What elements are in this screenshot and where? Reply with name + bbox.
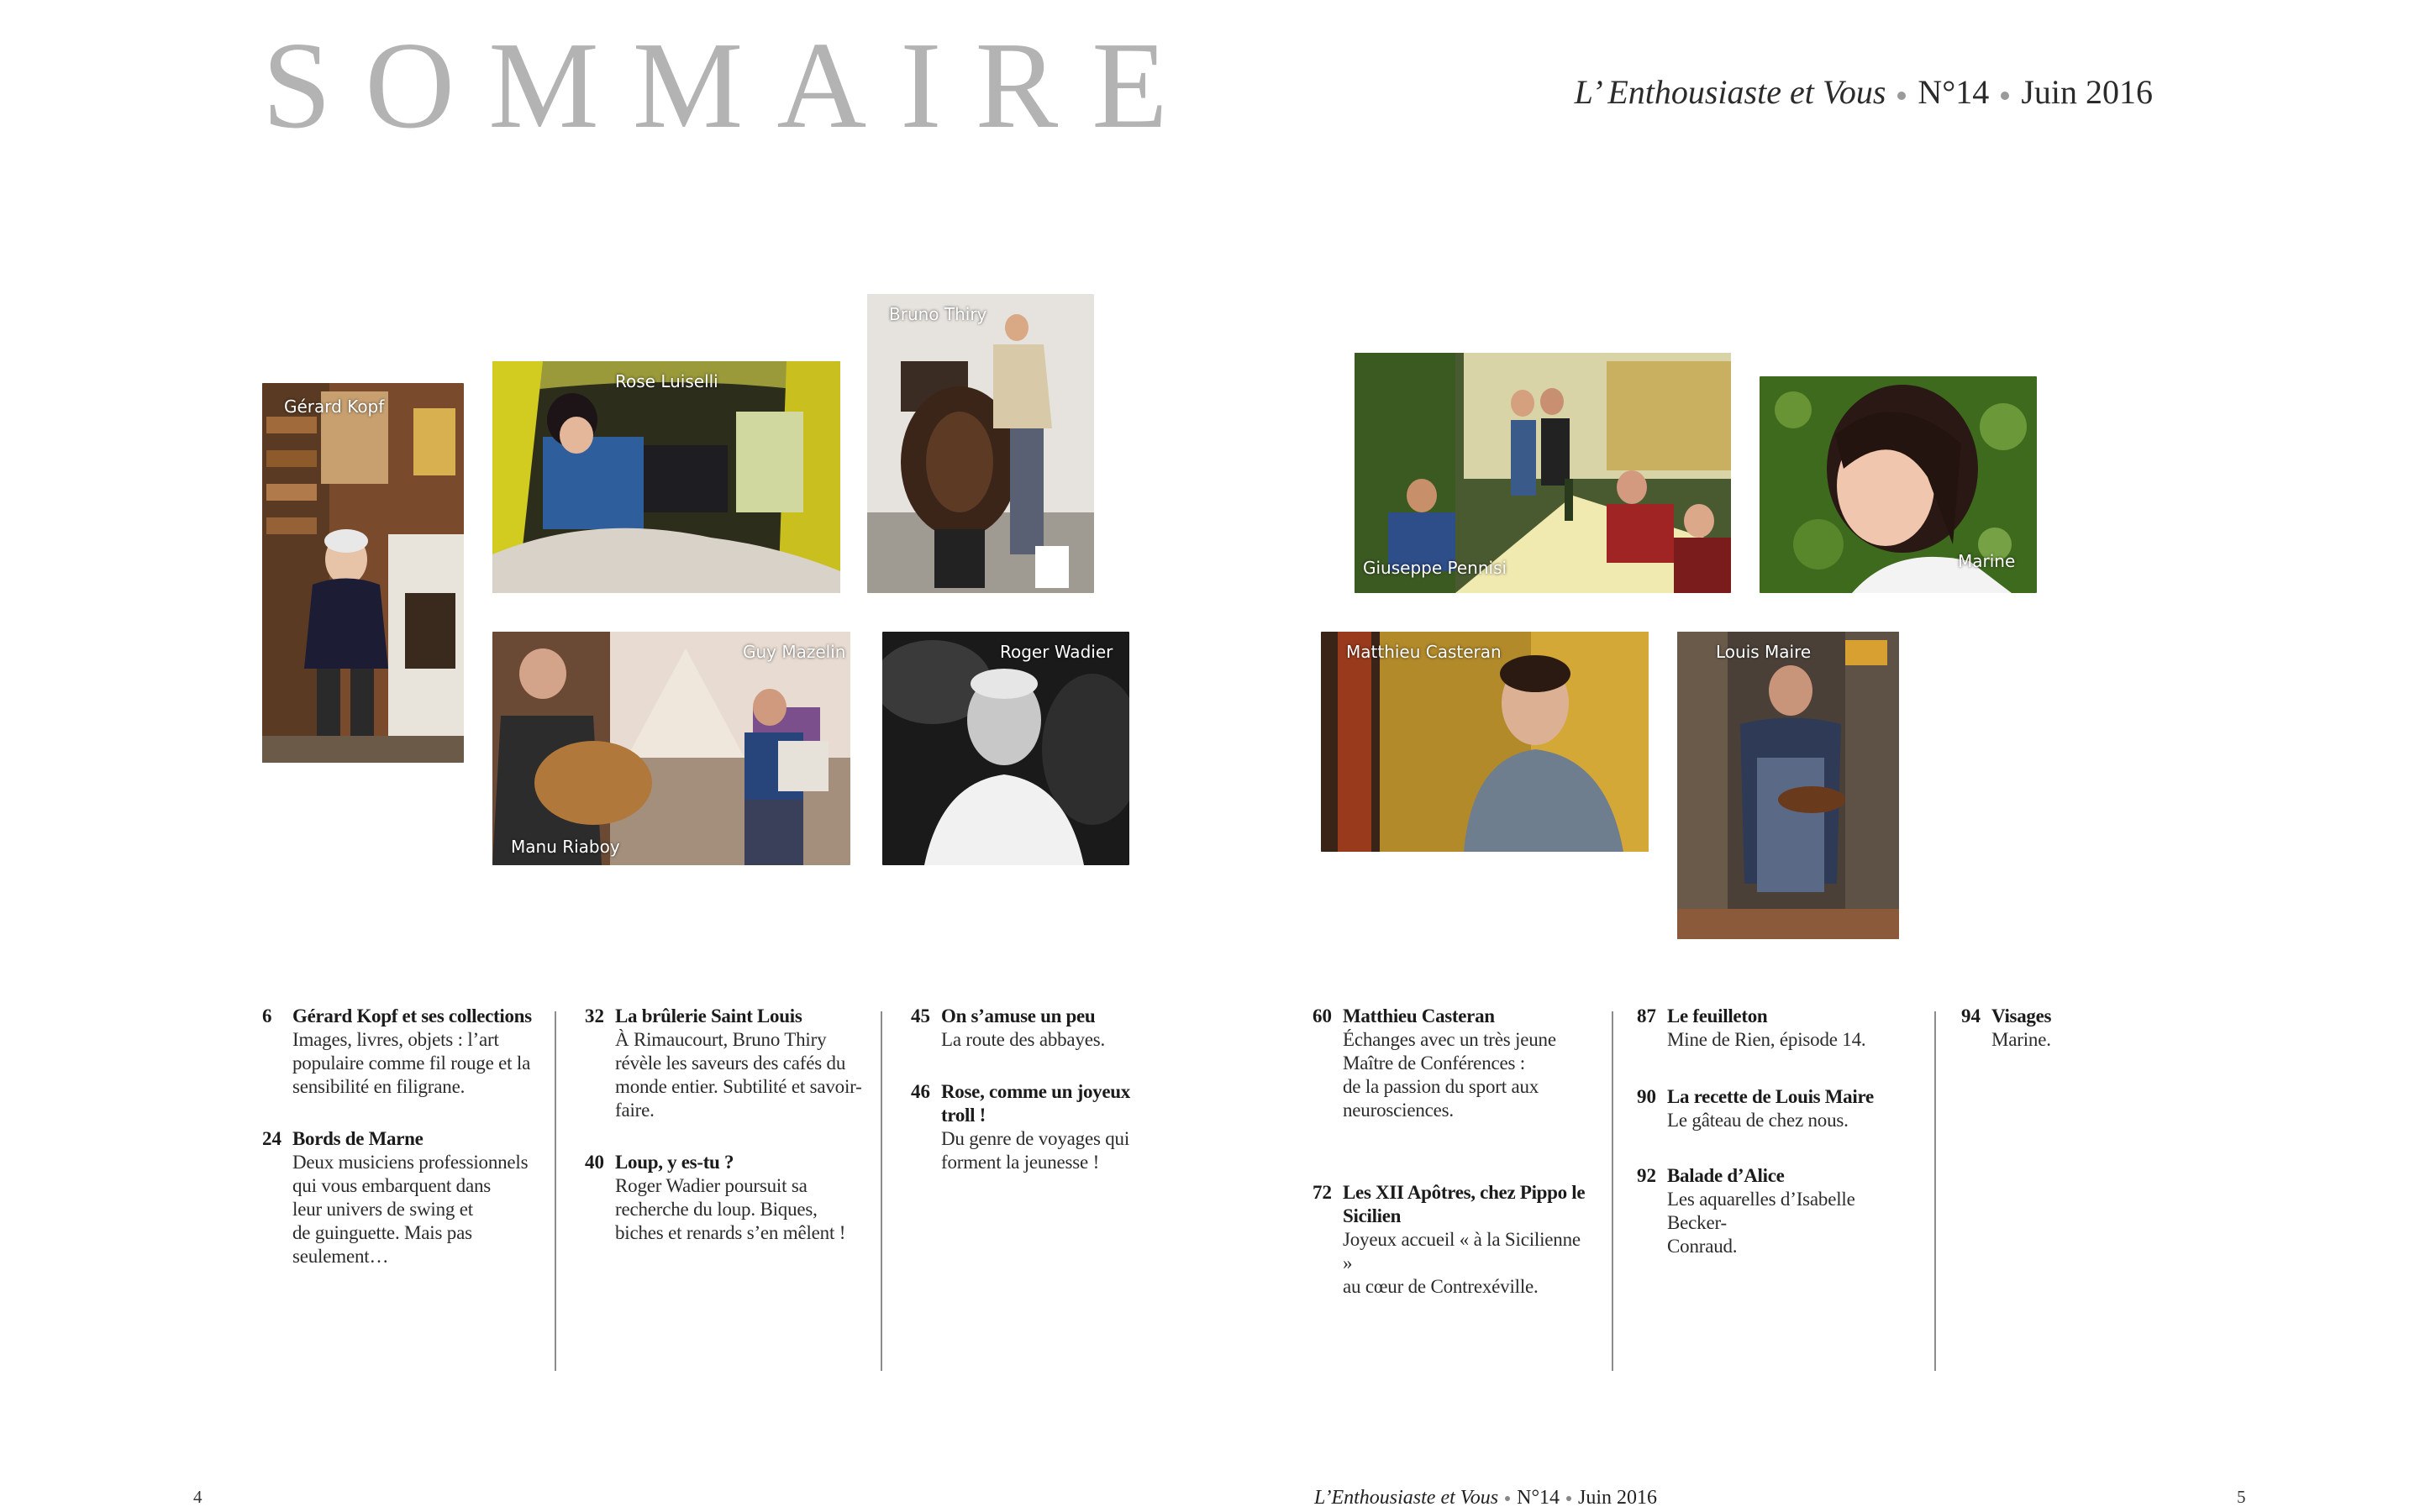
toc-column-6 (1961, 1005, 2129, 1080)
photo-man-portrait-icon (1321, 632, 1649, 852)
toc-entry-desc: Images, livres, objets : l’art populaire comme fil rouge et la sensibilité en filigrane. (292, 1029, 531, 1097)
column-divider (1934, 1011, 1936, 1371)
toc-entry-desc: Échanges avec un très jeune Maître de Conférences : de la passion du sport aux neurosciences. (1343, 1029, 1556, 1121)
separator-dot (1897, 92, 1906, 100)
toc-page-number: 24 (262, 1128, 281, 1149)
footer-magazine: L’Enthousiaste et Vous (1314, 1487, 1499, 1509)
toc-page-number: 6 (262, 1005, 272, 1026)
toc-page-number: 60 (1313, 1005, 1332, 1026)
page-title: SOMMAIRE (262, 17, 1202, 155)
toc-entry-desc: Marine. (1991, 1029, 2051, 1050)
separator-dot (1505, 1496, 1510, 1501)
toc-entry-desc: À Rimaucourt, Bruno Thiry révèle les saveurs des cafés du monde entier. Subtilité et savoir- faire. (615, 1029, 862, 1121)
separator-dot (2001, 92, 2009, 100)
caption-marine: Marine (1958, 551, 2016, 571)
toc-entry[interactable] (1637, 1005, 1906, 1052)
toc-entry[interactable] (585, 1005, 862, 1122)
toc-entry-title: Loup, y es-tu ? (615, 1152, 734, 1173)
toc-entry[interactable] (911, 1005, 1155, 1052)
caption-guy-mazelin: Guy Mazelin (743, 642, 846, 662)
toc-entry-title: Matthieu Casteran (1343, 1005, 1495, 1026)
toc-page-number: 32 (585, 1005, 604, 1026)
caption-bruno-thiry: Bruno Thiry (889, 304, 987, 324)
toc-entry[interactable] (1637, 1085, 1906, 1132)
toc-page-number: 72 (1313, 1182, 1332, 1203)
photo-bruno-thiry (867, 294, 1094, 593)
photo-van-interior-icon (492, 361, 840, 593)
toc-page-number: 40 (585, 1152, 604, 1173)
toc-entry[interactable] (911, 1080, 1155, 1174)
toc-entry-desc: Mine de Rien, épisode 14. (1667, 1029, 1866, 1050)
toc-entry-desc: Le gâteau de chez nous. (1667, 1110, 1849, 1131)
toc-column-2 (585, 1005, 862, 1273)
toc-entry-desc: Deux musiciens professionnels qui vous embarquent dans leur univers de swing et de guinguette. Mais pas seulement… (292, 1152, 529, 1267)
masthead-date: Juin 2016 (2021, 73, 2153, 111)
caption-roger-wadier: Roger Wadier (1000, 642, 1113, 662)
toc-entry-title: Visages (1991, 1005, 2052, 1026)
toc-column-5 (1637, 1005, 1906, 1287)
caption-gerard-kopf: Gérard Kopf (284, 396, 385, 417)
toc-entry-desc: Joyeux accueil « à la Sicilienne » au cœur de Contrexéville. (1343, 1229, 1581, 1297)
toc-entry[interactable] (1637, 1164, 1906, 1258)
toc-entry-title: Gérard Kopf et ses collections (292, 1005, 532, 1026)
caption-louis-maire: Louis Maire (1716, 642, 1812, 662)
page-number-right: 5 (2237, 1487, 2246, 1507)
toc-entry-desc: Du genre de voyages qui forment la jeunesse ! (941, 1128, 1130, 1173)
toc-page-number: 92 (1637, 1165, 1656, 1186)
toc-entry[interactable] (262, 1127, 536, 1268)
toc-entry-desc: Les aquarelles d’Isabelle Becker- Conraud. (1667, 1189, 1855, 1257)
toc-entry-desc: Roger Wadier poursuit sa recherche du loup. Biques, biches et renards s’en mêlent ! (615, 1175, 846, 1243)
photo-rose-luiselli (492, 361, 840, 593)
caption-matthieu-casteran: Matthieu Casteran (1346, 642, 1502, 662)
masthead (1575, 72, 2153, 112)
photo-louis-maire (1677, 632, 1899, 939)
photo-bw-portrait-icon (882, 632, 1129, 865)
toc-page-number: 45 (911, 1005, 930, 1026)
column-divider (1612, 1011, 1613, 1371)
toc-entry-title: Rose, comme un joyeux troll ! (941, 1081, 1130, 1126)
toc-entry[interactable] (1313, 1181, 1590, 1299)
caption-giuseppe-pennisi: Giuseppe Pennisi (1363, 558, 1507, 578)
toc-entry-title: Balade d’Alice (1667, 1165, 1785, 1186)
toc-entry[interactable] (262, 1005, 536, 1099)
page-number-left: 4 (193, 1487, 203, 1507)
photo-baker-cake-icon (1677, 632, 1899, 939)
footer-masthead (1314, 1487, 1657, 1509)
toc-entry-title: Le feuilleton (1667, 1005, 1768, 1026)
photo-matthieu-casteran (1321, 632, 1649, 852)
toc-entry-title: La brûlerie Saint Louis (615, 1005, 802, 1026)
toc-entry[interactable] (1313, 1005, 1590, 1122)
masthead-issue: N°14 (1918, 73, 1990, 111)
toc-column-3 (911, 1005, 1155, 1203)
toc-page-number: 87 (1637, 1005, 1656, 1026)
toc-entry[interactable] (585, 1151, 862, 1245)
masthead-magazine: L’ Enthousiaste et Vous (1574, 73, 1886, 111)
photo-roger-wadier (882, 632, 1129, 865)
toc-page-number: 90 (1637, 1086, 1656, 1107)
caption-rose-luiselli: Rose Luiselli (615, 371, 718, 391)
toc-entry-desc: La route des abbayes. (941, 1029, 1106, 1050)
toc-column-1 (262, 1005, 536, 1297)
photo-gerard-kopf (262, 383, 464, 763)
caption-manu-riaboy: Manu Riaboy (511, 837, 620, 857)
column-divider (881, 1011, 882, 1371)
footer-issue: N°14 (1517, 1487, 1560, 1509)
photo-portrait-interior-icon (262, 383, 464, 763)
column-divider (555, 1011, 556, 1371)
toc-entry-title: Les XII Apôtres, chez Pippo le Sicilien (1343, 1182, 1586, 1226)
toc-entry-title: Bords de Marne (292, 1128, 424, 1149)
toc-page-number: 94 (1961, 1005, 1981, 1026)
toc-page-number: 46 (911, 1081, 930, 1102)
photo-coffee-roaster-icon (867, 294, 1094, 593)
photo-musicians-icon (492, 632, 850, 865)
toc-entry-title: On s’amuse un peu (941, 1005, 1096, 1026)
toc-entry-title: La recette de Louis Maire (1667, 1086, 1874, 1107)
footer-date: Juin 2016 (1578, 1487, 1658, 1509)
separator-dot (1566, 1496, 1571, 1501)
toc-entry[interactable] (1961, 1005, 2129, 1052)
toc-column-4 (1313, 1005, 1590, 1327)
photo-guy-mazelin-manu-riaboy (492, 632, 850, 865)
